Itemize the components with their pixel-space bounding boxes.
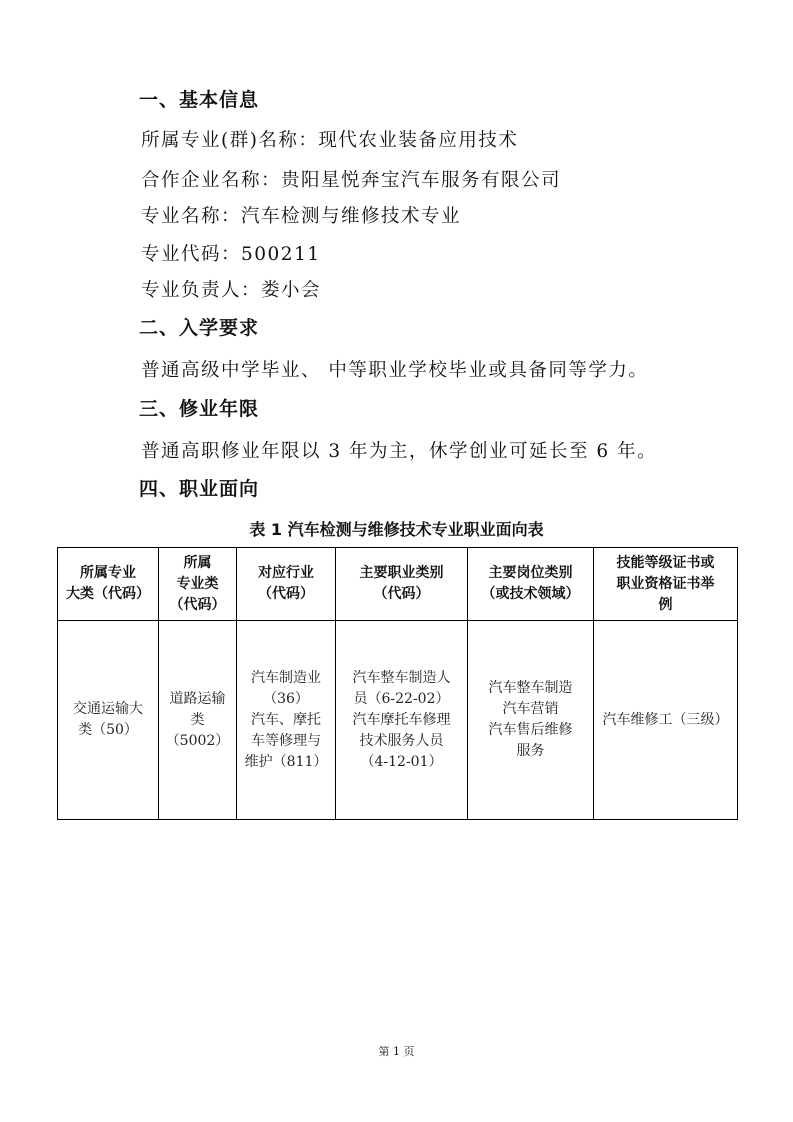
duration-text: 普通高职修业年限以 3 年为主，休学创业可延长至 6 年。 — [141, 441, 658, 462]
table-cell: 交通运输大 类（50） — [58, 621, 159, 820]
table-cell: 汽车整车制造 汽车营销 汽车售后维修 服务 — [468, 621, 594, 820]
header-cell: 所属专业 大类（代码） — [58, 548, 159, 621]
table-cell: 道路运输 类（5002） — [159, 621, 237, 820]
occupation-table — [57, 547, 738, 820]
heading-duration: 三、修业年限 — [139, 398, 260, 420]
program-code: 专业代码：500211 — [141, 244, 321, 265]
table-cell: 汽车整车制造人 员（6-22-02） 汽车摩托车修理 技术服务人员 （4-12-01） — [336, 621, 468, 820]
heading-basic-info: 一、基本信息 — [139, 89, 260, 111]
table-header-row — [58, 548, 738, 621]
header-cell: 所属 专业类 （代码） — [159, 548, 237, 621]
header-cell: 主要职业类别 （代码） — [336, 548, 468, 621]
page-number: 第 1 页 — [378, 1045, 415, 1058]
header-cell: 主要岗位类别 （或技术领域） — [468, 548, 594, 621]
table-cell: 汽车维修工（三级） — [594, 621, 738, 820]
table-caption: 表 1 汽车检测与维修技术专业职业面向表 — [249, 520, 544, 539]
table-row — [58, 621, 738, 820]
table-cell: 汽车制造业 （36） 汽车、摩托 车等修理与 维护（811） — [237, 621, 336, 820]
header-cell: 对应行业 （代码） — [237, 548, 336, 621]
admission-text: 普通高级中学毕业、 中等职业学校毕业或具备同等学力。 — [141, 360, 649, 381]
heading-occupation: 四、职业面向 — [139, 478, 260, 500]
program-leader: 专业负责人：娄小会 — [141, 280, 322, 301]
heading-admission: 二、入学要求 — [139, 317, 260, 339]
program-group-name: 所属专业(群)名称：现代农业装备应用技术 — [141, 130, 519, 151]
program-name: 专业名称：汽车检测与维修技术专业 — [141, 206, 462, 227]
header-cell: 技能等级证书或 职业资格证书举 例 — [594, 548, 738, 621]
partner-company-name: 合作企业名称：贵阳星悦奔宝汽车服务有限公司 — [141, 170, 562, 191]
